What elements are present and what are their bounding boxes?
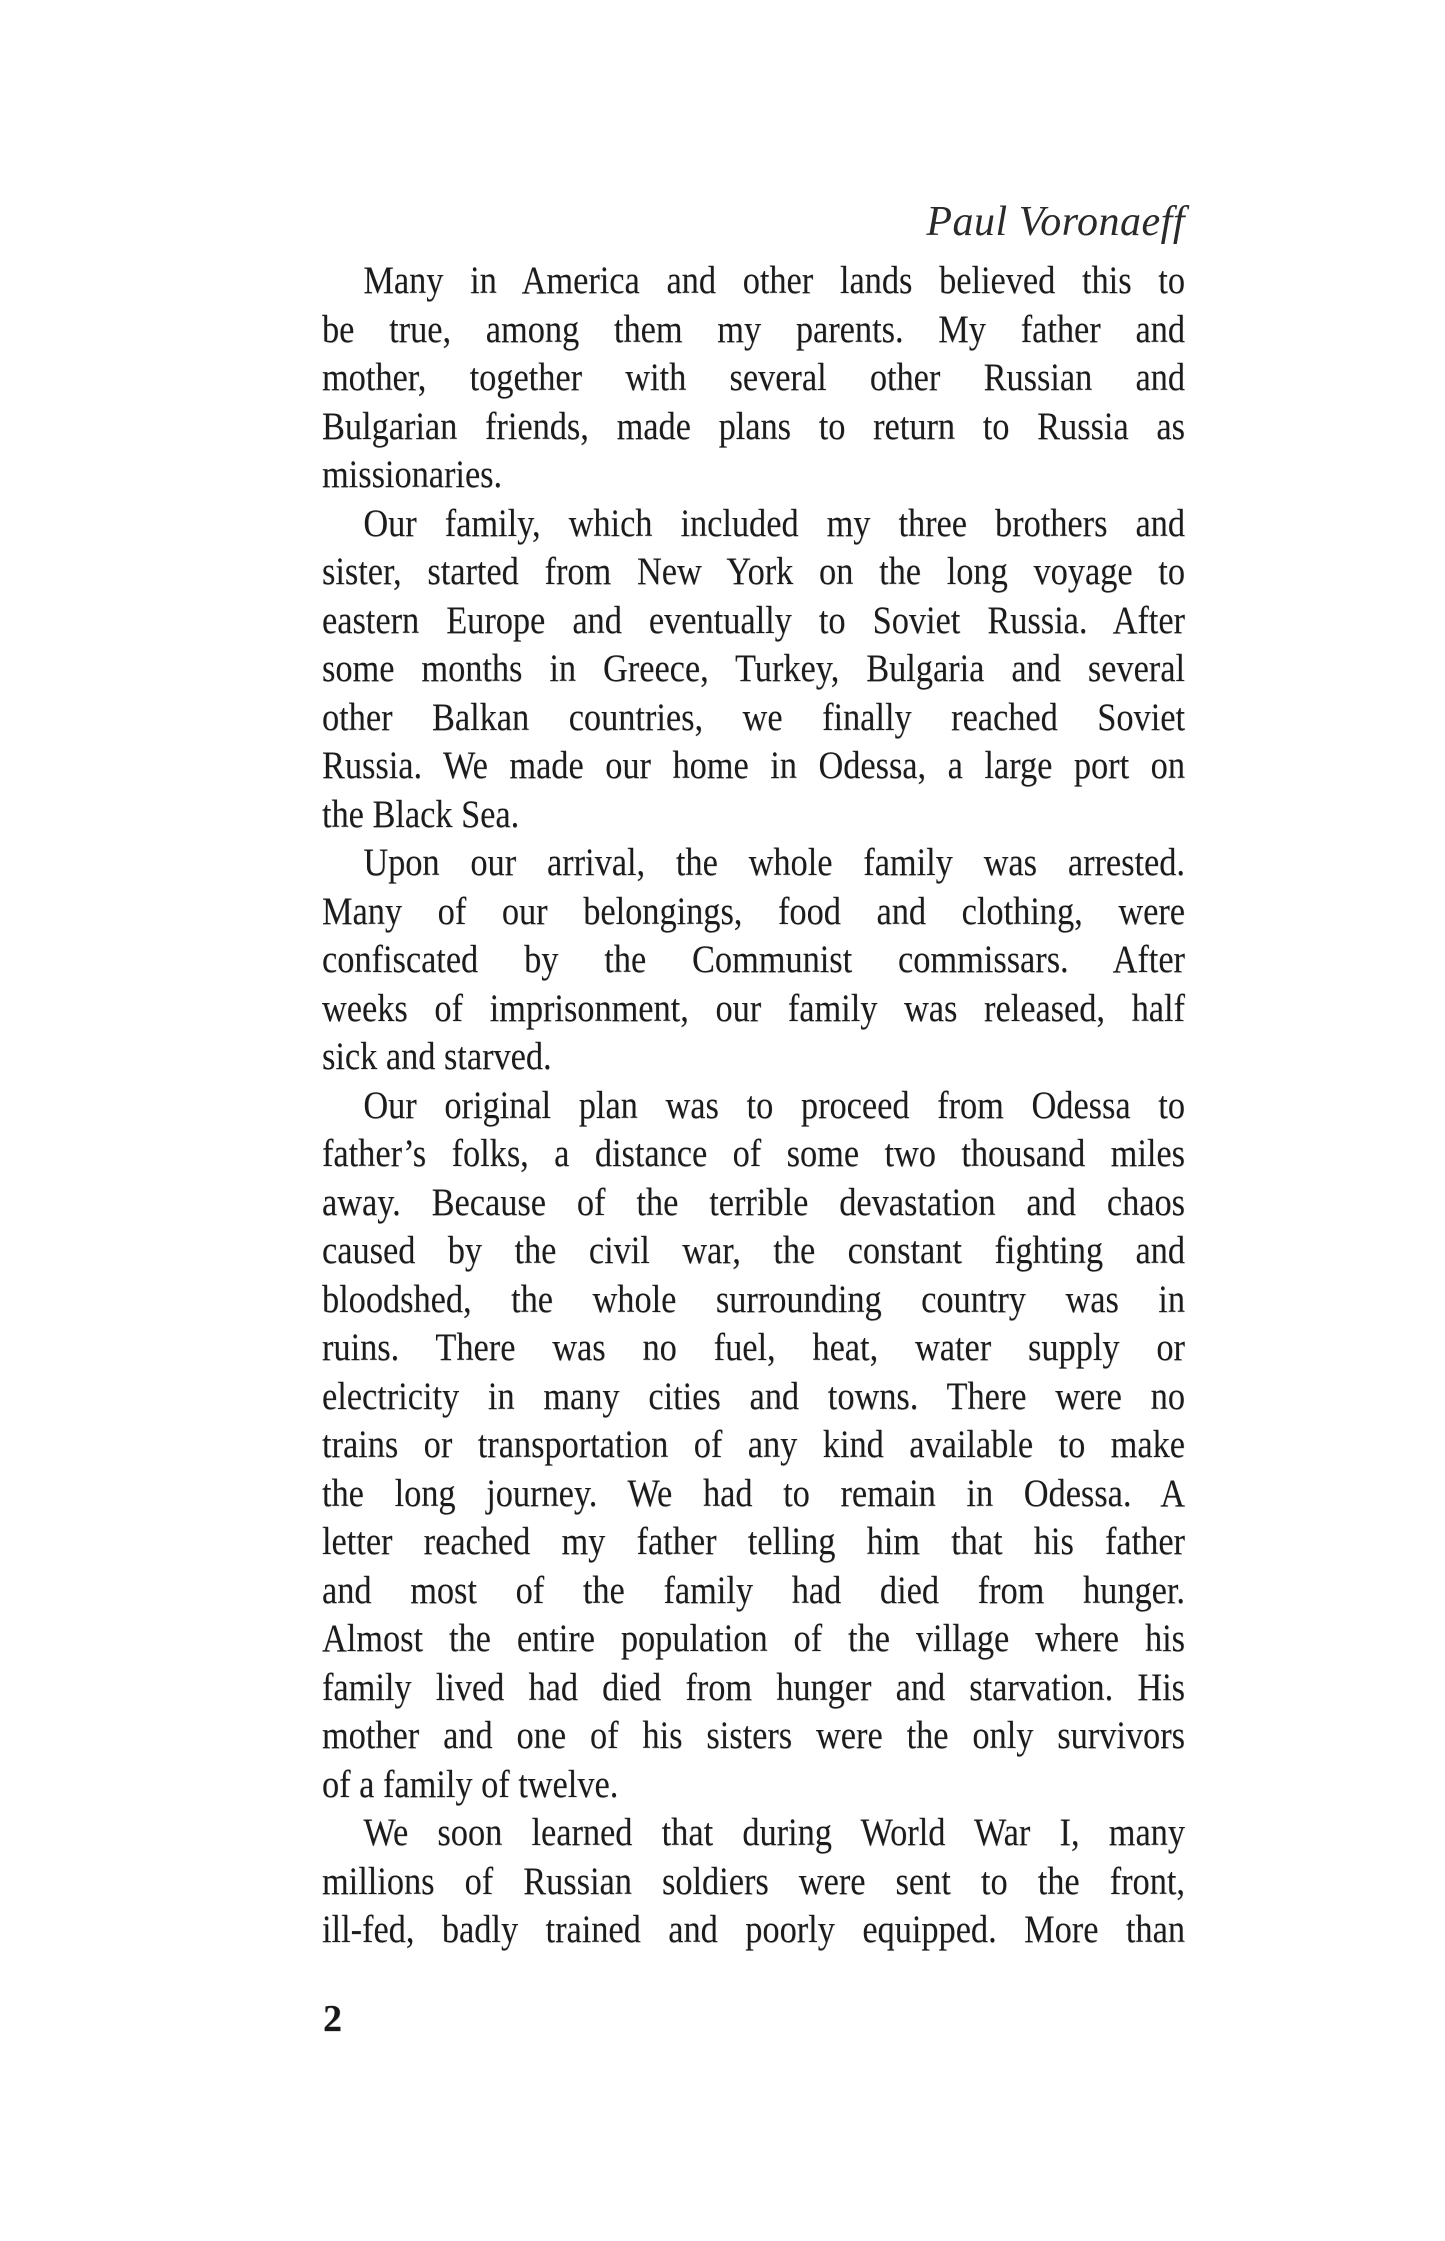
running-header: Paul Voronaeff	[926, 199, 1185, 245]
text-line: father’s folks, a distance of some two thousand miles	[322, 1132, 1185, 1175]
text-line: Almost the entire population of the village where his	[322, 1617, 1185, 1660]
text-line: millions of Russian soldiers were sent to the front,	[322, 1859, 1185, 1903]
text-line: missionaries.	[322, 453, 503, 496]
body-text	[322, 257, 1185, 1955]
text-line: confiscated by the Communist commissars. After	[322, 938, 1185, 981]
text-line: caused by the civil war, the constant fighting and	[322, 1229, 1185, 1272]
page-number: 2	[323, 1998, 342, 2040]
text-line: letter reached my father telling him that his father	[322, 1520, 1185, 1563]
text-line: of a family of twelve.	[322, 1762, 619, 1806]
text-line: bloodshed, the whole surrounding country was in	[322, 1277, 1185, 1321]
text-line: be true, among them my parents. My father and	[322, 307, 1185, 351]
text-line: ill-fed, badly trained and poorly equipped. More than	[322, 1908, 1185, 1951]
text-line: Our family, which included my three brothers and	[363, 501, 1185, 545]
text-line: eastern Europe and eventually to Soviet Russia. After	[322, 598, 1185, 642]
text-line: Bulgarian friends, made plans to return to Russia as	[322, 404, 1185, 448]
text-line: Upon our arrival, the whole family was arrested.	[363, 841, 1185, 884]
text-line: Our original plan was to proceed from Odessa to	[363, 1083, 1185, 1127]
text-line: sister, started from New York on the long voyage to	[322, 550, 1185, 593]
text-line: the Black Sea.	[322, 792, 520, 836]
text-line: other Balkan countries, we finally reached Soviet	[322, 695, 1185, 739]
text-line: away. Because of the terrible devastation and chaos	[322, 1180, 1185, 1224]
text-line: mother and one of his sisters were the only survivors	[322, 1714, 1185, 1757]
text-line: electricity in many cities and towns. There were no	[322, 1374, 1185, 1418]
text-line: weeks of imprisonment, our family was released, half	[322, 986, 1185, 1030]
text-line: and most of the family had died from hunger.	[322, 1568, 1185, 1612]
text-line: mother, together with several other Russian and	[322, 356, 1185, 399]
text-line: family lived had died from hunger and starvation. His	[322, 1665, 1185, 1709]
text-line: the long journey. We had to remain in Odessa. A	[322, 1471, 1185, 1515]
text-line: trains or transportation of any kind available to make	[322, 1423, 1185, 1466]
text-line: some months in Greece, Turkey, Bulgaria and several	[322, 647, 1185, 690]
text-line: We soon learned that during World War I, many	[363, 1811, 1185, 1854]
text-line: Many of our belongings, food and clothing, were	[322, 889, 1185, 933]
text-line: sick and starved.	[322, 1035, 552, 1078]
text-line: ruins. There was no fuel, heat, water supply or	[322, 1326, 1185, 1369]
text-line: Russia. We made our home in Odessa, a large port on	[322, 744, 1185, 787]
text-line: Many in America and other lands believed this to	[363, 259, 1185, 302]
